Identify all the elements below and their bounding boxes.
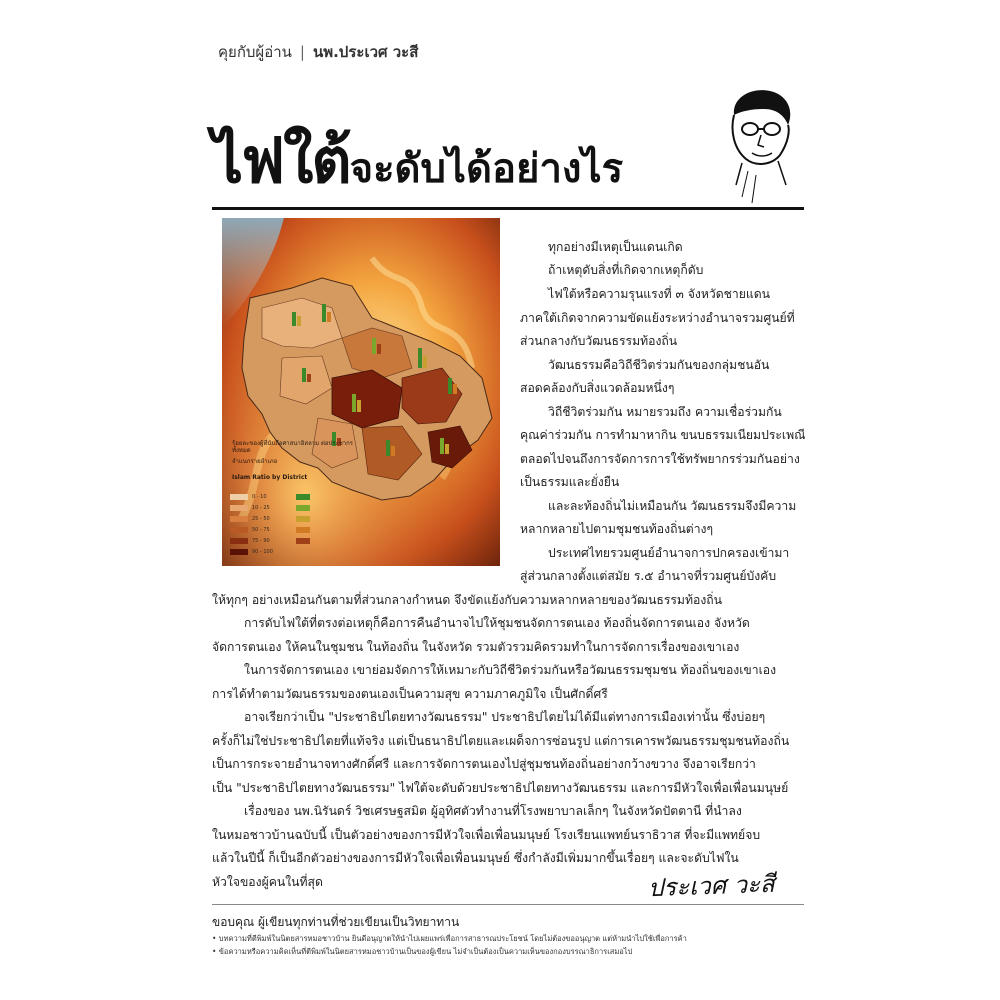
body-line: สอดคล้องกับสิ่งแวดล้อมหนึ่งๆ	[520, 381, 675, 395]
legend-title: ร้อยละของผู้ที่นับถือศาสนาอิสลาม ต่อประชากรทั้งหมด	[232, 440, 354, 455]
legend-bar-swatch	[296, 538, 310, 544]
legend-swatch	[230, 549, 248, 555]
body-line: แล้วในปีนี้ ก็เป็นอีกตัวอย่างของการมีหัวใจเพื่อเพื่อนมนุษย์ ซึ่งกำลังมีเพิ่มมากขึ้นเรื่อยๆ และจะดับไฟใน	[212, 851, 739, 865]
legend-bar-swatch	[296, 505, 310, 511]
body-line: เป็นธรรมและยั่งยืน	[520, 475, 620, 489]
fire-map-image	[222, 218, 500, 566]
title-sub: จะดับได้อย่างไร	[349, 146, 624, 192]
body-line: หลากหลายไปตามชุมชนท้องถิ่นต่างๆ	[520, 522, 714, 536]
title-main: ไฟใต้	[212, 124, 350, 197]
title-rule	[212, 207, 804, 210]
legend-swatch	[230, 516, 248, 522]
body-line: เป็น "ประชาธิปไตยทางวัฒนธรรม" ไฟใต้จะดับด้วยประชาธิปไตยทางวัฒนธรรม และการมีหัวใจเพื่อเพื่อนมนุษย์	[212, 781, 789, 795]
body-line: วัฒนธรรมคือวิถีชีวิตร่วมกันของกลุ่มชนอัน	[548, 358, 770, 372]
legend-bar-swatch	[296, 527, 310, 533]
body-line: ส่วนกลางกับวัฒนธรรมท้องถิ่น	[520, 334, 678, 348]
body-line: ไฟใต้หรือความรุนแรงที่ ๓ จังหวัดชายแดน	[548, 287, 770, 301]
legend-label: 90 - 100	[252, 549, 273, 555]
legend-subtitle: Islam Ratio by District	[232, 474, 308, 481]
map-figure	[222, 218, 500, 566]
footer-note-2: • ข้อความหรือความคิดเห็นที่ตีพิมพ์ในนิตยสารหมอชาวบ้านเป็นของผู้เขียน ไม่จำเป็นต้องเป็นความเห็นของกองบรรณาธิการเสมอไป	[212, 947, 633, 956]
legend-swatch	[230, 538, 248, 544]
legend-label: 25 - 50	[252, 516, 270, 522]
legend-label: 75 - 90	[252, 538, 270, 544]
body-line: ถ้าเหตุดับสิ่งที่เกิดจากเหตุก็ดับ	[548, 263, 704, 277]
body-line: วิถีชีวิตร่วมกัน หมายรวมถึง ความเชื่อร่วมกัน	[548, 405, 782, 419]
author-signature: ประเวศ วะสี	[647, 869, 776, 903]
body-line: ตลอดไปจนถึงการจัดการการใช้ทรัพยากรร่วมกันอย่าง	[520, 452, 800, 466]
body-line: การดับไฟใต้ที่ตรงต่อเหตุก็คือการคืนอำนาจไปให้ชุมชนจัดการตนเอง ท้องถิ่นจัดการตนเอง จังหวัด	[244, 616, 750, 630]
footer-thanks: ขอบคุณ ผู้เขียนทุกท่านที่ช่วยเขียนเป็นวิทยาทาน	[212, 915, 460, 929]
body-line: ประเทศไทยรวมศูนย์อำนาจการปกครองเข้ามา	[548, 546, 790, 560]
footer-rule	[212, 904, 804, 905]
footer-note-1: • บทความที่ตีพิมพ์ในนิตยสารหมอชาวบ้าน ยินดีอนุญาตให้นำไปเผยแพร่เพื่อการสาธารณประโยชน์ โดยไม่ต้องขออนุญาต แต่ห้ามนำไปใช้เพื่อการค้า	[212, 934, 687, 943]
legend-title-2: จำแนกรายอำเภอ	[232, 458, 278, 465]
body-line: จัดการตนเอง ให้คนในชุมชน ในท้องถิ่น ในจังหวัด รวมตัวรวมคิดรวมทำในการจัดการเรื่องของเขาเอง	[212, 640, 740, 654]
header-separator: |	[299, 43, 305, 61]
legend-label: 0 - 10	[252, 494, 267, 500]
body-line: ครั้งก็ไม่ใช่ประชาธิปไตยที่แท้จริง แต่เป็นธนาธิปไตยและเผด็จการซ่อนรูป แต่การเคารพวัฒนธรรมชุมชนท้องถิ่น	[212, 734, 790, 748]
body-line: อาจเรียกว่าเป็น "ประชาธิปไตยทางวัฒนธรรม" ประชาธิปไตยไม่ได้มีแต่ทางการเมืองเท่านั้น ซึ่งบ่อยๆ	[244, 710, 766, 724]
body-line: หัวใจของผู้คนในที่สุด	[212, 875, 323, 889]
body-line: ในการจัดการตนเอง เขาย่อมจัดการให้เหมาะกับวิถีชีวิตร่วมกันหรือวัฒนธรรมชุมชน ท้องถิ่นของเขาเอง	[244, 663, 777, 677]
body-line: ภาคใต้เกิดจากความขัดแย้งระหว่างอำนาจรวมศูนย์ที่	[520, 311, 795, 325]
author-portrait-sketch	[712, 85, 802, 205]
body-line: ให้ทุกๆ อย่างเหมือนกันตามที่ส่วนกลางกำหนด จึงขัดแย้งกับความหลากหลายของวัฒนธรรมท้องถิ่น	[212, 593, 722, 607]
section-name: คุยกับผู้อ่าน	[218, 43, 292, 61]
body-line: และละท้องถิ่นไม่เหมือนกัน วัฒนธรรมจึงมีความ	[548, 499, 797, 513]
legend-swatch	[230, 527, 248, 533]
column-header	[218, 40, 418, 64]
body-line: ในหมอชาวบ้านฉบับนี้ เป็นตัวอย่างของการมีหัวใจเพื่อเพื่อนมนุษย์ โรงเรียนแพทย์นราธิวาส ที่จะมีแพทย์จบ	[212, 828, 761, 842]
body-line: เป็นการกระจายอำนาจทางศักดิ์ศรี และการจัดการตนเองไปสู่ชุมชนท้องถิ่นอย่างกว้างขวาง จึงอาจเรียกว่า	[212, 757, 756, 771]
body-line: ทุกอย่างมีเหตุเป็นแดนเกิด	[548, 240, 683, 254]
legend-swatch	[230, 494, 248, 500]
legend-swatch	[230, 505, 248, 511]
body-line: สู่ส่วนกลางตั้งแต่สมัย ร.๕ อำนาจที่รวมศูนย์บังคับ	[520, 569, 777, 583]
body-line: การได้ทำตามวัฒนธรรมของตนเองเป็นความสุข ความภาคภูมิใจ เป็นศักดิ์ศรี	[212, 687, 608, 701]
legend-label: 10 - 25	[252, 505, 270, 511]
body-line: เรื่องของ นพ.นิรันดร์ วิชเศรษฐสมิต ผู้อุทิศตัวทำงานที่โรงพยาบาลเล็กๆ ในจังหวัดปัตตานี ที่นำลง	[244, 804, 742, 818]
legend-label: 50 - 75	[252, 527, 270, 533]
body-line: คุณค่าร่วมกัน การทำมาหากิน ขนบธรรมเนียมประเพณี	[520, 428, 806, 442]
page-title	[212, 112, 623, 210]
legend-bar-swatch	[296, 516, 310, 522]
header-author: นพ.ประเวศ วะสี	[312, 43, 419, 61]
legend-bar-swatch	[296, 494, 310, 500]
